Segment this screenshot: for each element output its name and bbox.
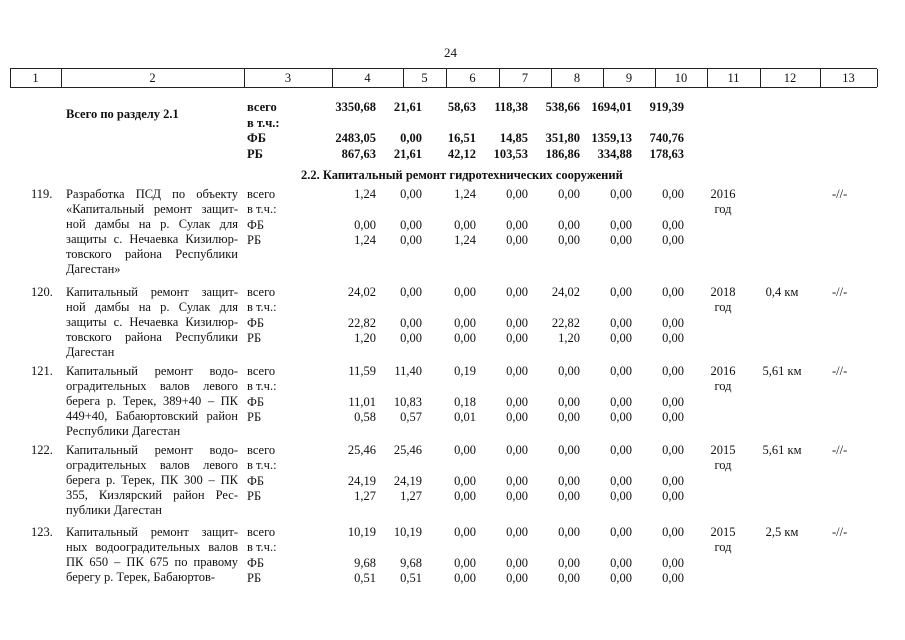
funding-type: всего: [247, 525, 276, 539]
funding-type: в т.ч.:: [247, 202, 277, 216]
entry-value: 10,83: [393, 395, 422, 409]
funding-type: в т.ч.:: [247, 458, 277, 472]
funding-type: РБ: [247, 233, 262, 247]
entry-value: 0,00: [454, 571, 476, 585]
entry-value: 0,00: [558, 187, 580, 201]
entry-note: -//-: [832, 187, 848, 201]
entry-value: 0,00: [506, 571, 528, 585]
funding-type: в т.ч.:: [247, 379, 277, 393]
entry-value: 0,00: [558, 364, 580, 378]
entry-length: 0,4 км: [765, 285, 799, 299]
entry-number: 119.: [31, 187, 53, 201]
entry-value: 0,00: [610, 556, 632, 570]
entry-year: 2015: [710, 525, 736, 539]
entry-value: 0,00: [558, 571, 580, 585]
entry-value: 0,00: [662, 187, 684, 201]
entry-value: 9,68: [354, 556, 376, 570]
entry-value: 0,00: [354, 218, 376, 232]
entry-value: 0,00: [454, 285, 476, 299]
entry-description: Капитальный ремонт защит-ной дамбы на р. Сулак для защиты с. Нечаевка Кизилюр-товского района Республики Дагестан: [66, 285, 238, 359]
entry-value: 0,00: [454, 489, 476, 503]
funding-type: ФБ: [247, 474, 265, 488]
entry-year-unit: год: [714, 540, 732, 554]
entry-value: 0,00: [454, 474, 476, 488]
entry-description: Разработка ПСД по объекту «Капитальный ремонт защит-ной дамбы на р. Сулак для защиты с. Нечаевка Кизилюр-товского района Республики Дагестан»: [66, 187, 238, 276]
entry-value: 0,00: [662, 316, 684, 330]
entry-value: 0,00: [454, 443, 476, 457]
entry-value: 1,24: [354, 187, 376, 201]
entry-value: 0,00: [400, 187, 422, 201]
entry-value: 0,00: [506, 489, 528, 503]
entry-length: 5,61 км: [762, 364, 802, 378]
entry-value: 0,00: [662, 571, 684, 585]
total-value: 919,39: [649, 100, 684, 114]
entry-value: 24,19: [393, 474, 422, 488]
total-value: 103,53: [493, 147, 528, 161]
entry-value: 0,00: [662, 331, 684, 345]
entry-value: 0,00: [558, 525, 580, 539]
column-header: 4: [364, 71, 371, 85]
entry-value: 25,46: [393, 443, 422, 457]
entry-value: 0,51: [354, 571, 376, 585]
entry-value: 0,00: [454, 316, 476, 330]
entry-value: 0,00: [610, 410, 632, 424]
entry-year-unit: год: [714, 300, 732, 314]
total-value: 118,38: [494, 100, 528, 114]
entry-number: 123.: [31, 525, 53, 539]
entry-note: -//-: [832, 285, 848, 299]
entry-value: 0,00: [610, 233, 632, 247]
entry-value: 0,00: [454, 218, 476, 232]
entry-number: 121.: [31, 364, 53, 378]
entry-value: 0,00: [610, 489, 632, 503]
entry-description: Капитальный ремонт защит-ных водооградительных валов ПК 650 – ПК 675 по правому берегу р. Терек, Бабаюртов-: [66, 525, 238, 584]
entry-value: 0,58: [354, 410, 376, 424]
entry-value: 1,24: [354, 233, 376, 247]
entry-note: -//-: [832, 525, 848, 539]
column-header: 5: [421, 71, 428, 85]
entry-year: 2018: [710, 285, 736, 299]
funding-type: всего: [247, 443, 276, 457]
entry-value: 0,00: [610, 571, 632, 585]
total-value: 867,63: [341, 147, 376, 161]
section-total-label: Всего по разделу 2.1: [66, 107, 179, 121]
entry-value: 0,00: [558, 218, 580, 232]
entry-value: 0,00: [558, 410, 580, 424]
total-value: 1694,01: [591, 100, 632, 114]
total-value: 42,12: [447, 147, 476, 161]
entry-value: 0,00: [662, 474, 684, 488]
entry-value: 0,00: [610, 443, 632, 457]
entry-value: 0,00: [506, 364, 528, 378]
funding-type: РБ: [247, 489, 262, 503]
entry-value: 11,01: [348, 395, 376, 409]
entry-note: -//-: [832, 443, 848, 457]
total-value: 178,63: [649, 147, 684, 161]
column-header: 3: [284, 71, 292, 85]
entry-description: Капитальный ремонт водо-оградительных валов левого берега р. Терек, ПК 300 – ПК 355, Кизлярский район Рес-публики Дагестан: [66, 443, 238, 517]
entry-value: 0,00: [558, 395, 580, 409]
entry-value: 0,00: [400, 331, 422, 345]
entry-value: 0,00: [400, 285, 422, 299]
entry-value: 0,19: [454, 364, 476, 378]
entry-value: 0,00: [506, 395, 528, 409]
entry-value: 0,00: [506, 187, 528, 201]
entry-value: 0,00: [662, 285, 684, 299]
entry-value: 0,00: [506, 331, 528, 345]
funding-type: ФБ: [247, 316, 265, 330]
entry-value: 0,00: [610, 395, 632, 409]
entry-year: 2016: [710, 187, 736, 201]
entry-value: 0,00: [558, 443, 580, 457]
entry-value: 0,00: [506, 218, 528, 232]
total-value: 0,00: [400, 131, 422, 145]
entry-note: -//-: [832, 364, 848, 378]
entry-length: 2,5 км: [765, 525, 799, 539]
entry-length: 5,61 км: [762, 443, 802, 457]
total-value: 58,63: [447, 100, 476, 114]
column-header: 13: [842, 71, 855, 85]
entry-value: 0,01: [454, 410, 476, 424]
entry-value: 0,00: [558, 474, 580, 488]
total-value: 14,85: [499, 131, 528, 145]
total-value: 334,88: [597, 147, 632, 161]
funding-type: РБ: [247, 410, 262, 424]
entry-value: 0,00: [506, 233, 528, 247]
entry-value: 0,00: [506, 316, 528, 330]
section-title: 2.2. Капитальный ремонт гидротехнических сооружений: [301, 168, 623, 182]
funding-type: ФБ: [247, 395, 265, 409]
entry-value: 1,20: [558, 331, 580, 345]
entry-value: 0,00: [558, 489, 580, 503]
total-value: 2483,05: [335, 131, 376, 145]
entry-value: 0,00: [400, 218, 422, 232]
entry-value: 1,24: [454, 187, 476, 201]
entry-value: 0,00: [506, 525, 528, 539]
funding-type: всего: [247, 364, 276, 378]
column-header-row: [10, 68, 877, 88]
entry-value: 0,00: [506, 410, 528, 424]
total-value: 16,51: [447, 131, 476, 145]
column-header: 9: [625, 71, 633, 85]
entry-value: 0,00: [662, 443, 684, 457]
entry-value: 0,00: [506, 474, 528, 488]
entry-value: 22,82: [551, 316, 580, 330]
entry-value: 0,00: [662, 410, 684, 424]
entry-value: 0,57: [400, 410, 422, 424]
total-value: 3350,68: [335, 100, 376, 114]
column-header: 1: [32, 71, 39, 85]
total-value: 351,80: [545, 131, 580, 145]
entry-value: 22,82: [347, 316, 376, 330]
total-value: 538,66: [545, 100, 580, 114]
entry-year-unit: год: [714, 379, 732, 393]
funding-type: ФБ: [247, 218, 265, 232]
entry-value: 10,19: [393, 525, 422, 539]
entry-value: 0,00: [558, 233, 580, 247]
entry-value: 0,00: [662, 556, 684, 570]
entry-value: 0,00: [454, 525, 476, 539]
entry-value: 0,00: [506, 285, 528, 299]
entry-value: 0,00: [610, 187, 632, 201]
column-header: 12: [783, 71, 797, 85]
entry-value: 0,18: [454, 395, 476, 409]
entry-number: 122.: [31, 443, 53, 457]
entry-value: 0,00: [400, 233, 422, 247]
entry-value: 0,00: [610, 525, 632, 539]
entry-value: 11,59: [348, 364, 376, 378]
entry-value: 10,19: [347, 525, 376, 539]
entry-value: 24,19: [347, 474, 376, 488]
entry-value: 0,00: [610, 316, 632, 330]
entry-value: 0,00: [610, 218, 632, 232]
entry-value: 0,00: [506, 443, 528, 457]
entry-value: 0,00: [662, 525, 684, 539]
entry-year-unit: год: [714, 458, 732, 472]
entry-year-unit: год: [714, 202, 732, 216]
entry-value: 0,00: [662, 489, 684, 503]
entry-value: 0,00: [662, 218, 684, 232]
entry-value: 1,20: [354, 331, 376, 345]
entry-value: 0,00: [454, 331, 476, 345]
entry-year: 2015: [710, 443, 736, 457]
entry-value: 0,00: [662, 233, 684, 247]
entry-value: 0,51: [400, 571, 422, 585]
total-value: 740,76: [649, 131, 684, 145]
entry-value: 25,46: [347, 443, 376, 457]
funding-type: в т.ч.:: [247, 300, 277, 314]
funding-type: в т.ч.:: [247, 540, 277, 554]
entry-value: 0,00: [610, 331, 632, 345]
funding-type: всего: [247, 187, 276, 201]
entry-value: 0,00: [454, 556, 476, 570]
total-value: 21,61: [393, 100, 422, 114]
total-value: 186,86: [545, 147, 580, 161]
column-header: 8: [573, 71, 581, 85]
entry-value: 0,00: [610, 364, 632, 378]
entry-value: 11,40: [394, 364, 422, 378]
entry-value: 0,00: [662, 364, 684, 378]
funding-type: РБ: [247, 331, 262, 345]
entry-value: 0,00: [610, 285, 632, 299]
column-header: 7: [521, 71, 529, 85]
column-header: 11: [727, 71, 740, 85]
total-types: всего в т.ч.: ФБ РБ: [247, 100, 280, 161]
entry-value: 24,02: [551, 285, 580, 299]
entry-number: 120.: [31, 285, 53, 299]
entry-value: 0,00: [662, 395, 684, 409]
entry-description: Капитальный ремонт водо-оградительных валов левого берега р. Терек, 389+40 – ПК 449+40, Бабаюртовский район Республики Дагестан: [66, 364, 238, 438]
entry-value: 0,00: [558, 556, 580, 570]
funding-type: РБ: [247, 571, 262, 585]
entry-value: 1,27: [400, 489, 422, 503]
funding-type: ФБ: [247, 556, 265, 570]
total-value: 1359,13: [591, 131, 632, 145]
column-header: 6: [469, 71, 476, 85]
column-header: 10: [674, 71, 688, 85]
entry-value: 9,68: [400, 556, 422, 570]
column-header: 2: [149, 71, 156, 85]
funding-type: всего: [247, 285, 276, 299]
total-value: 21,61: [393, 147, 422, 161]
entry-year: 2016: [710, 364, 736, 378]
entry-value: 24,02: [347, 285, 376, 299]
entry-value: 0,00: [400, 316, 422, 330]
entry-value: 0,00: [506, 556, 528, 570]
entry-value: 1,27: [354, 489, 376, 503]
page-number: 24: [444, 45, 457, 60]
entry-value: 0,00: [610, 474, 632, 488]
entry-value: 1,24: [454, 233, 476, 247]
